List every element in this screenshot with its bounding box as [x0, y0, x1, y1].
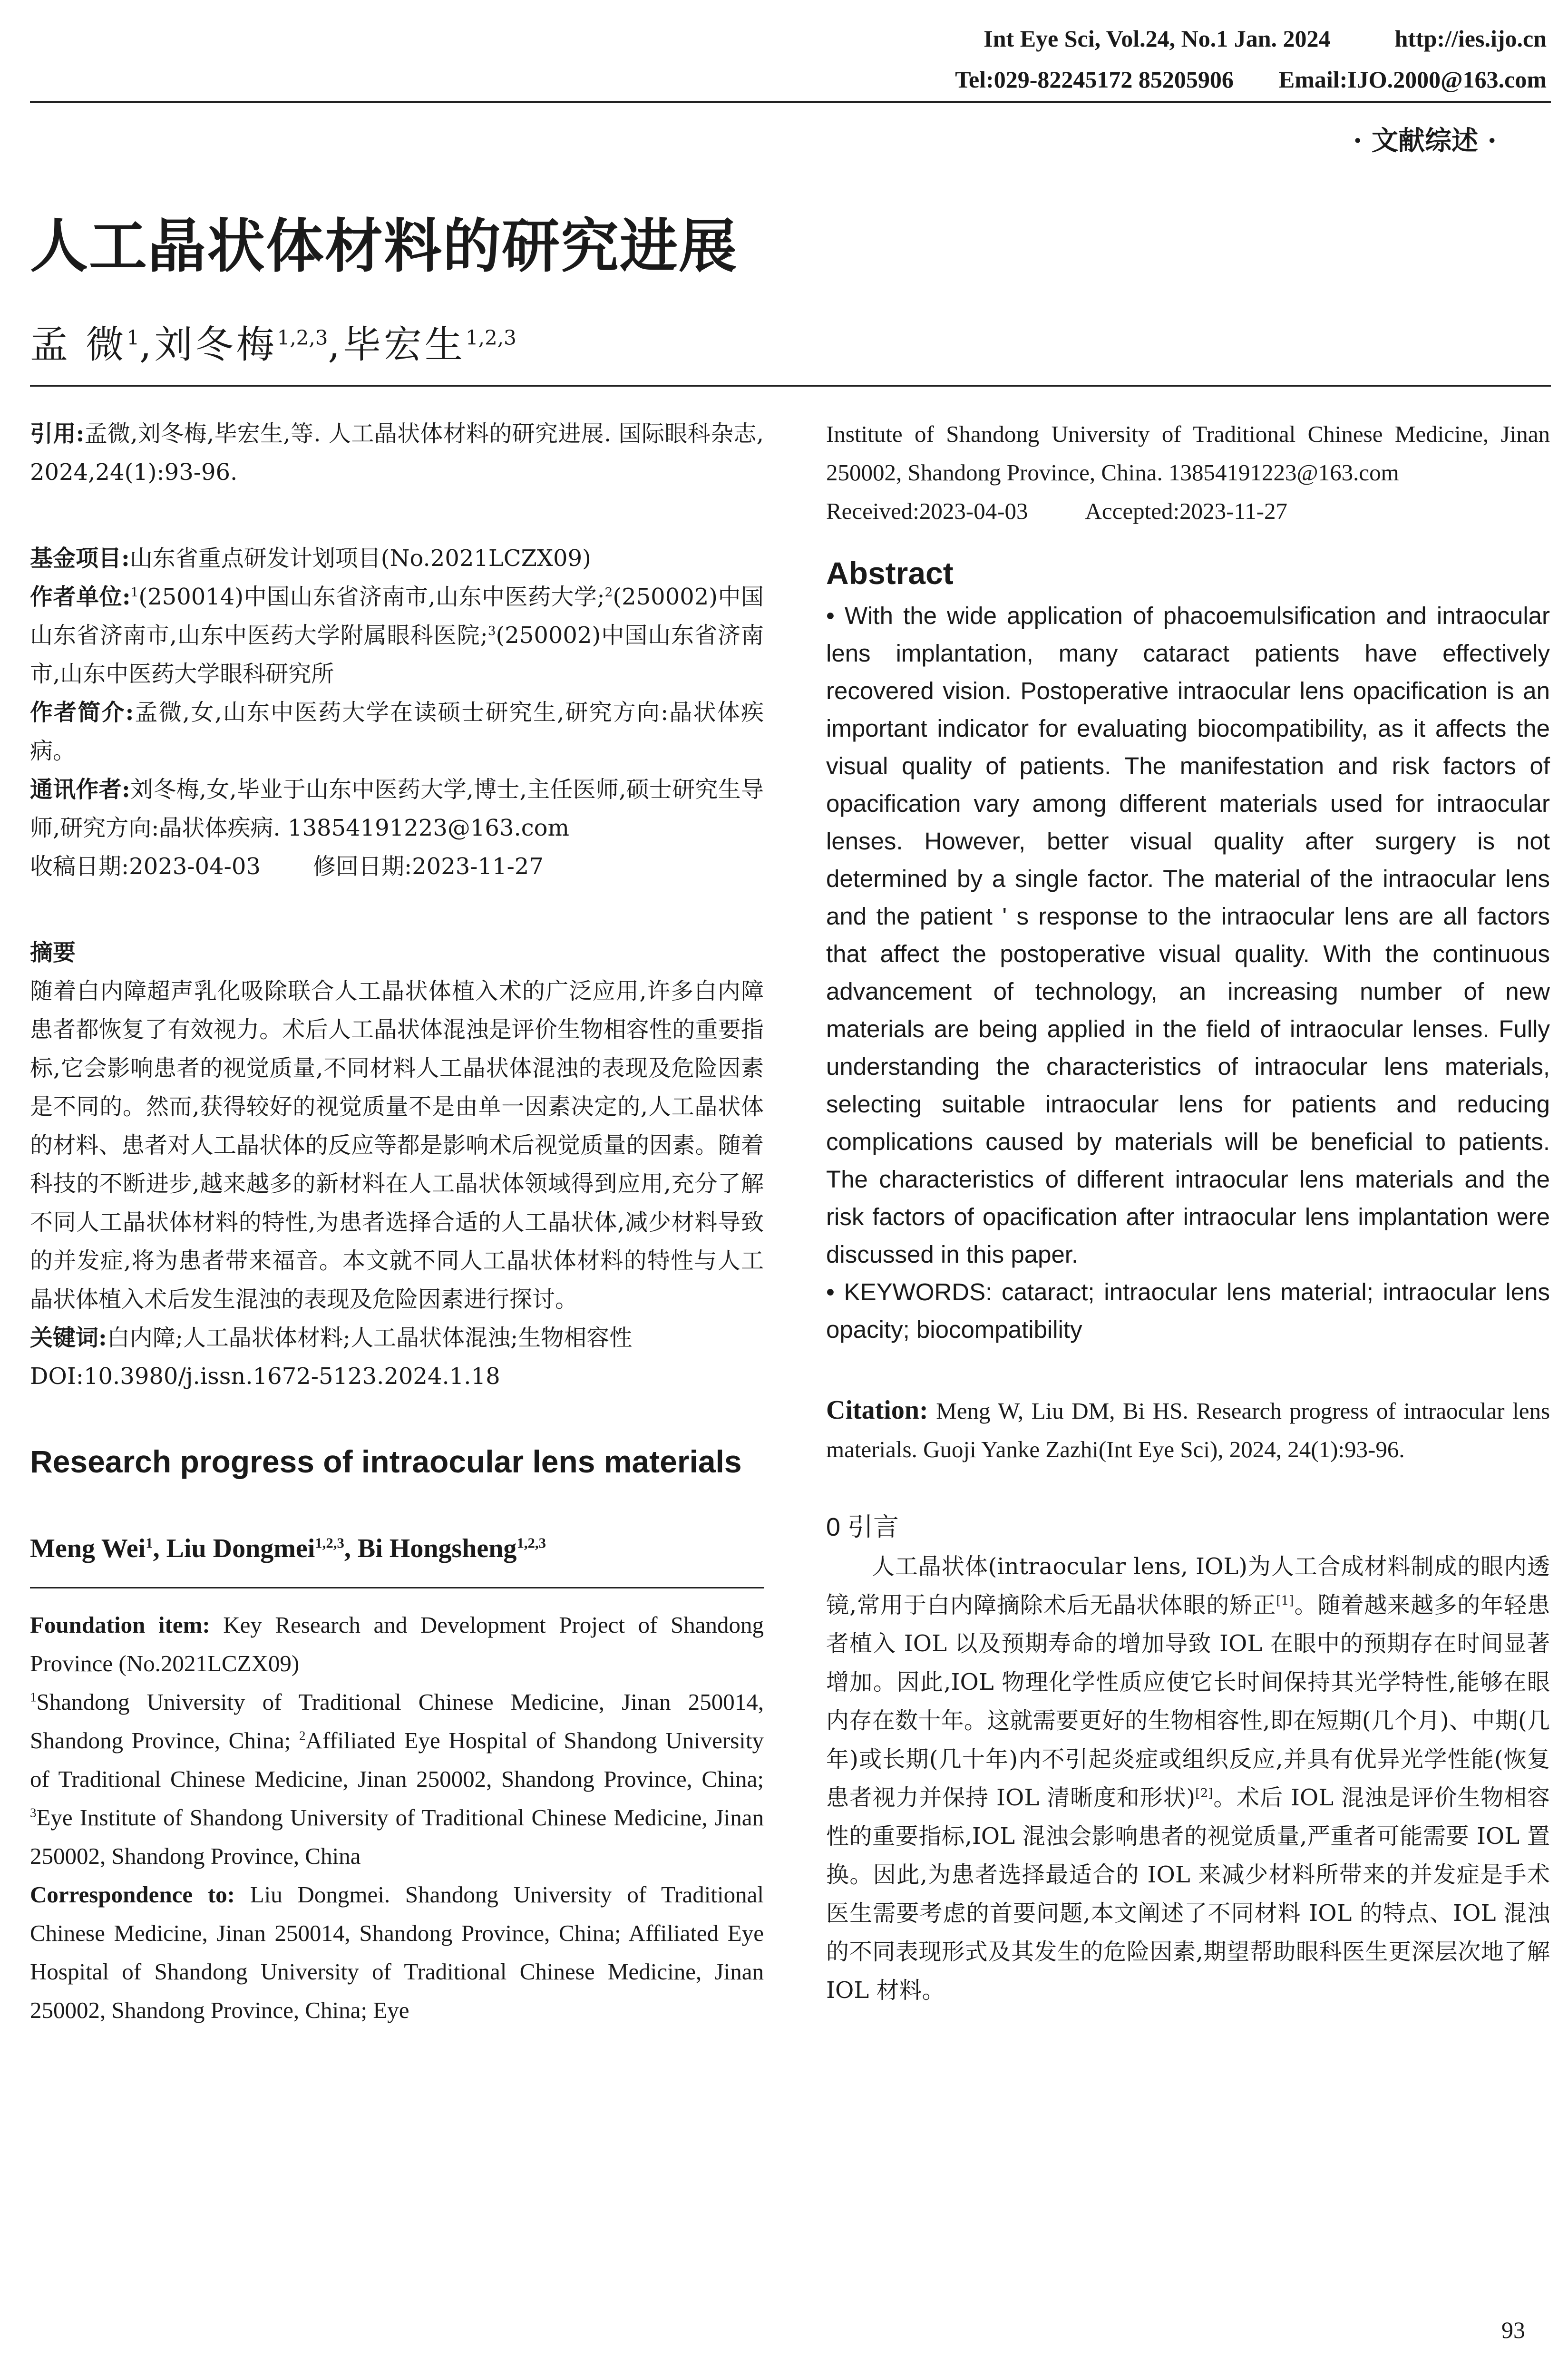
dates-en: Received:2023-04-03 Accepted:2023-11-27 [826, 498, 1287, 524]
intro-paragraph: 人工晶状体(intraocular lens, IOL)为人工合成材料制成的眼内透镜,常用于白内障摘除术后无晶状体眼的矫正[1]。随着越来越多的年轻患者植入 IOL 以及预期寿命的增加导致 IOL 在眼中的预期存在时间显著增加。因此,IOL 物理化学性质应使它长时间保持其光学特性,能够在眼内存在数十年。这就需要更好的生物相容性,即在短期(几个月)、中期(几年)或长期(几十年)内不引起炎症或组织反应,并具有优异光学性能(恢复患者视力并保持 IOL 清晰度和形状)[2]。术后 IOL 混浊是评价生物相容性的重要指标,IOL 混浊会影响患者的视觉质量,严重者可能需要 IOL 置换。因此,为患者选择最适合的 IOL 来减少材料所带来的并发症是手术医生需要考虑的首要问题,本文阐述了不同材料 IOL 的特点、IOL 混浊的不同表现形式及其发生的危险因素,期望帮助眼科医生更深层次地了解 IOL 材料。 [826, 1553, 1550, 2004]
authors-en: Meng Wei$^1$, Liu Dongmei$^{1,2,3}$, Bi Hongsheng$^{1,2,3}$ [30, 1534, 546, 1563]
corr-en: Correspondence to: Liu Dongmei. Shandong University of Traditional Chinese Medicine, Jinan 250014, Shandong Province, China; Affiliated Eye Hospital of Shandong University of Traditional Chinese Medicine, Jinan 250002, Shandong Province, China; Eye [30, 1881, 764, 2023]
author-1-affil: 1 [127, 326, 140, 350]
journal-header-line2 [955, 66, 1547, 93]
author-2: ,刘冬梅 [139, 322, 277, 367]
units-en: $^1$Shandong University of Traditional Chinese Medicine, Jinan 250014, Shandong Province, China; $^2$Affiliated Eye Hospital of Shandong University of Traditional Chinese Medicine, Jinan 250002, Shandong Province, China; $^3$Eye Institute of Shandong University of Traditional Chinese Medicine, Jinan 250002, Shandong Province, China [30, 1689, 764, 1869]
journal-issue: Int Eye Sci, Vol.24, No.1 Jan. 2024 [984, 25, 1331, 52]
header-rule [30, 101, 1551, 103]
abstract-cn: 随着白内障超声乳化吸除联合人工晶状体植入术的广泛应用,许多白内障患者都恢复了有效视力。术后人工晶状体混浊是评价生物相容性的重要指标,它会影响患者的视觉质量,不同材料人工晶状体混浊的表现及危险因素是不同的。然而,获得较好的视觉质量不是由单一因素决定的,人工晶状体的材料、患者对人工晶状体的反应等都是影响术后视觉质量的因素。随着科技的不断进步,越来越多的新材料在人工晶状体领域得到应用,充分了解不同人工晶状体材料的特性,为患者选择合适的人工晶状体,减少材料导致的并发症,将为患者带来福音。本文就不同人工晶状体材料的特性与人工晶状体植入术后发生混浊的表现及危险因素进行探讨。 [30, 978, 764, 1313]
right-column [826, 415, 1550, 2010]
author-3-affil: 1,2,3 [465, 326, 516, 350]
abstract-heading-cn: 摘要 [30, 939, 76, 966]
fund-en: Foundation item: Key Research and Development Project of Shandong Province (No.2021LCZX09) [30, 1612, 764, 1676]
fund-cn: 基金项目:山东省重点研发计划项目(No.2021LCZX09) [30, 545, 591, 572]
journal-email[interactable]: Email:IJO.2000@163.com [1278, 66, 1547, 93]
corr-cn: 通讯作者:刘冬梅,女,毕业于山东中医药大学,博士,主任医师,硕士研究生导师,研究方向:晶状体疾病. 13854191223@163.com [30, 776, 764, 841]
journal-url[interactable]: http://ies.ijo.cn [1394, 25, 1547, 52]
keywords-cn: 关键词:白内障;人工晶状体材料;人工晶状体混浊;生物相容性 [30, 1325, 633, 1351]
keywords-en: • KEYWORDS: cataract; intraocular lens material; intraocular lens opacity; biocompatibility [826, 1278, 1550, 1343]
intro-heading: 0 引言 [826, 1513, 899, 1541]
ref-2[interactable]: [2] [1195, 1786, 1213, 1801]
author-3: ,毕宏生 [328, 322, 466, 367]
doi[interactable]: DOI:10.3980/j.issn.1672-5123.2024.1.18 [30, 1363, 500, 1390]
dates-cn: 收稿日期:2023-04-03 修回日期:2023-11-27 [30, 853, 544, 880]
en-authors-rule [30, 1587, 764, 1588]
abstract-en: • With the wide application of phacoemulsification and intraocular lens implantation, many cataract patients have effectively recovered vision. Postoperative intraocular lens opacification is an important indicator for evaluating biocompatibility, as it affects the visual quality of patients. The manifestation and risk factors of opacification vary among different materials used for intraocular lenses. However, better visual quality after surgery is not determined by a single factor. The material of the intraocular lens and the patient ' s response to the intraocular lens are all factors that affect the postoperative visual quality. With the continuous advancement of technology, an increasing number of new materials are being applied in the field of intraocular lenses. Fully understanding the characteristics of intraocular lens materials, selecting suitable intraocular lens for patients and reducing complications caused by materials will be beneficial to patients. The characteristics of different intraocular lens materials and the risk factors of opacification after intraocular lens implantation were discussed in this paper. [826, 602, 1550, 1268]
left-column [30, 415, 764, 2029]
citation-cn: 引用:孟微,刘冬梅,毕宏生,等. 人工晶状体材料的研究进展. 国际眼科杂志, 2024,24(1):93-96. [30, 420, 764, 486]
ref-1[interactable]: [1] [1276, 1593, 1294, 1608]
citation-en: Citation: Meng W, Liu DM, Bi HS. Research progress of intraocular lens materials. Guoji Yanke Zazhi(Int Eye Sci), 2024, 24(1):93-96. [826, 1395, 1550, 1462]
journal-tel: Tel:029-82245172 85205906 [955, 66, 1234, 93]
article-title-en: Research progress of intraocular lens materials [30, 1444, 742, 1479]
units-cn: 作者单位:$^1$(250014)中国山东省济南市,山东中医药大学;$^2$(250002)中国山东省济南市,山东中医药大学附属眼科医院;$^3$(250002)中国山东省济南市,山东中医药大学眼科研究所 [30, 584, 764, 687]
author-1: 孟 微 [30, 322, 127, 367]
section-tag: · 文献综述 · [1353, 125, 1497, 156]
bio-cn: 作者简介:孟微,女,山东中医药大学在读硕士研究生,研究方向:晶状体疾病。 [30, 699, 764, 764]
abstract-heading-en: Abstract [826, 555, 954, 591]
author-2-affil: 1,2,3 [277, 326, 328, 350]
authors-rule [30, 385, 1551, 387]
journal-header-line1 [984, 25, 1547, 52]
page-number: 93 [1501, 2317, 1525, 2343]
article-title-cn: 人工晶状体材料的研究进展 [30, 212, 738, 280]
authors-cn [30, 314, 516, 369]
corr-en-cont: Institute of Shandong University of Traditional Chinese Medicine, Jinan 250002, Shandong Province, China. 13854191223@163.com [826, 421, 1550, 486]
